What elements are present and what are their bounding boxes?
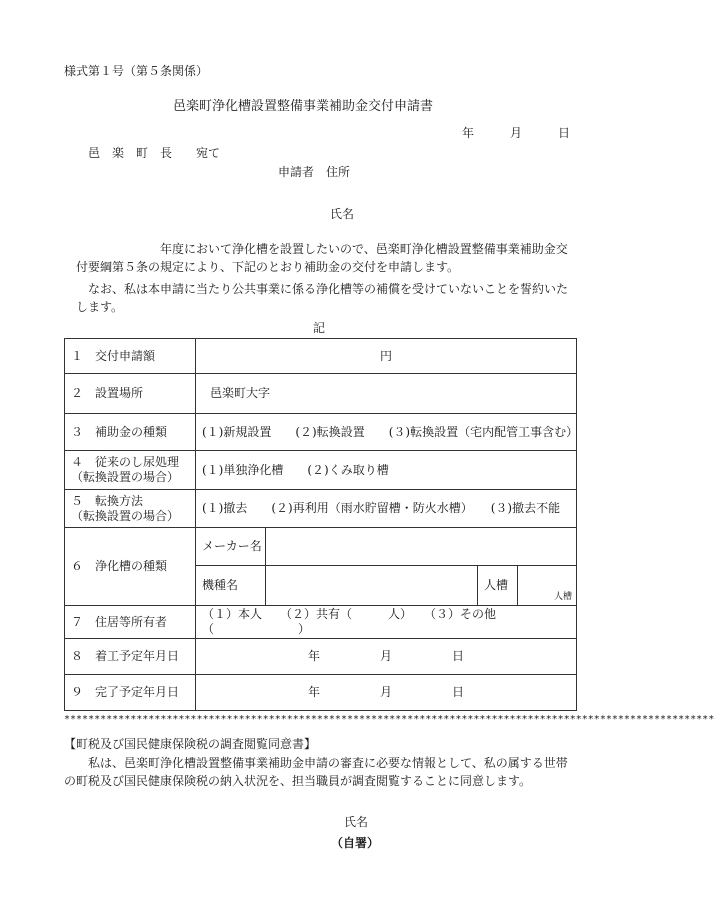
row-label: ８ 着工予定年月日 (65, 639, 196, 675)
row-label (65, 490, 196, 528)
maker-label: メーカー名 (196, 528, 266, 566)
conversion-method-cell[interactable]: (１)撤去 (２)再利用（雨水貯留槽・防火水槽） (３)撤去不能 (196, 490, 577, 528)
row-label-main: ４ 従来のし尿処理 (71, 455, 180, 469)
body-paragraph-1: 年度において浄化槽を設置したいので、邑楽町浄化槽設置整備事業補助金交付要綱第５条の規定により、下記のとおり補助金の交付を申請します。 (76, 242, 568, 274)
consent-signature-note: （自署） (331, 836, 380, 850)
model-label: 機種名 (196, 566, 266, 606)
form-number: 様式第１号（第５条関係） (64, 64, 209, 78)
row-label: ９ 完了予定年月日 (65, 675, 196, 711)
ki-heading: 記 (313, 321, 326, 335)
row-label: １ 交付申請額 (65, 339, 196, 374)
row-label (65, 451, 196, 490)
owner-cell[interactable]: （１）本人 （２）共有（ 人） （３）その他（ ） (196, 606, 577, 639)
consent-body: 私は、邑楽町浄化槽設置整備事業補助金申請の審査に必要な情報として、私の属する世帯の町税及び国民健康保険税の納入状況を、担当職員が調査閲覧することに同意します。 (64, 756, 568, 788)
table-row (65, 528, 577, 566)
addressee: 邑 楽 町 長 宛て (88, 146, 221, 160)
row-label-main: ５ 転換方法 (71, 493, 144, 508)
capacity-unit: 人槽 (554, 592, 573, 602)
table-row (65, 675, 577, 711)
row-label: ２ 設置場所 (65, 374, 196, 414)
grant-amount-cell[interactable]: 円 (196, 339, 577, 374)
install-location-cell[interactable] (196, 374, 577, 414)
applicant-address-label: 申請者 住所 (278, 165, 351, 179)
applicant-name-label: 氏名 (330, 207, 355, 221)
table-row (65, 639, 577, 675)
separator-line: ************************************************************************************************************ (64, 714, 714, 725)
table-row (65, 339, 577, 374)
application-table (64, 338, 577, 711)
row-label-sub: （転換設置の場合） (71, 508, 180, 523)
row-label: ３ 補助金の種類 (65, 414, 196, 451)
row-label-sub: （転換設置の場合） (71, 470, 180, 484)
table-row (65, 606, 577, 639)
maker-input-cell[interactable] (266, 528, 577, 566)
table-row (65, 414, 577, 451)
row-label: ７ 住居等所有者 (65, 606, 196, 639)
capacity-input-cell[interactable] (518, 566, 577, 606)
table-row (65, 451, 577, 490)
table-row (65, 490, 577, 528)
model-input-cell[interactable] (266, 566, 478, 606)
document-title: 邑楽町浄化槽設置整備事業補助金交付申請書 (173, 99, 434, 114)
date-line: 年 月 日 (462, 126, 571, 140)
completion-date-cell[interactable]: 年 月 日 (196, 675, 577, 711)
start-date-cell[interactable]: 年 月 日 (196, 639, 577, 675)
previous-treatment-cell[interactable]: (１)単独浄化槽 (２)くみ取り槽 (196, 451, 577, 490)
capacity-label: 人槽 (478, 566, 518, 606)
table-row (65, 374, 577, 414)
subsidy-type-cell[interactable]: (１)新規設置 (２)転換設置 (３)転換設置（宅内配管工事含む） (196, 414, 577, 451)
consent-name-label: 氏名 (344, 815, 369, 829)
install-location-prefix: 邑楽町大字 (210, 386, 271, 400)
consent-title: 【町税及び国民健康保険税の調査閲覧同意書】 (64, 737, 317, 751)
body-paragraph-2: なお、私は本申請に当たり公共事業に係る浄化槽等の補償を受けていないことを誓約いたします。 (76, 282, 569, 314)
row-label: ６ 浄化槽の種類 (65, 528, 196, 606)
